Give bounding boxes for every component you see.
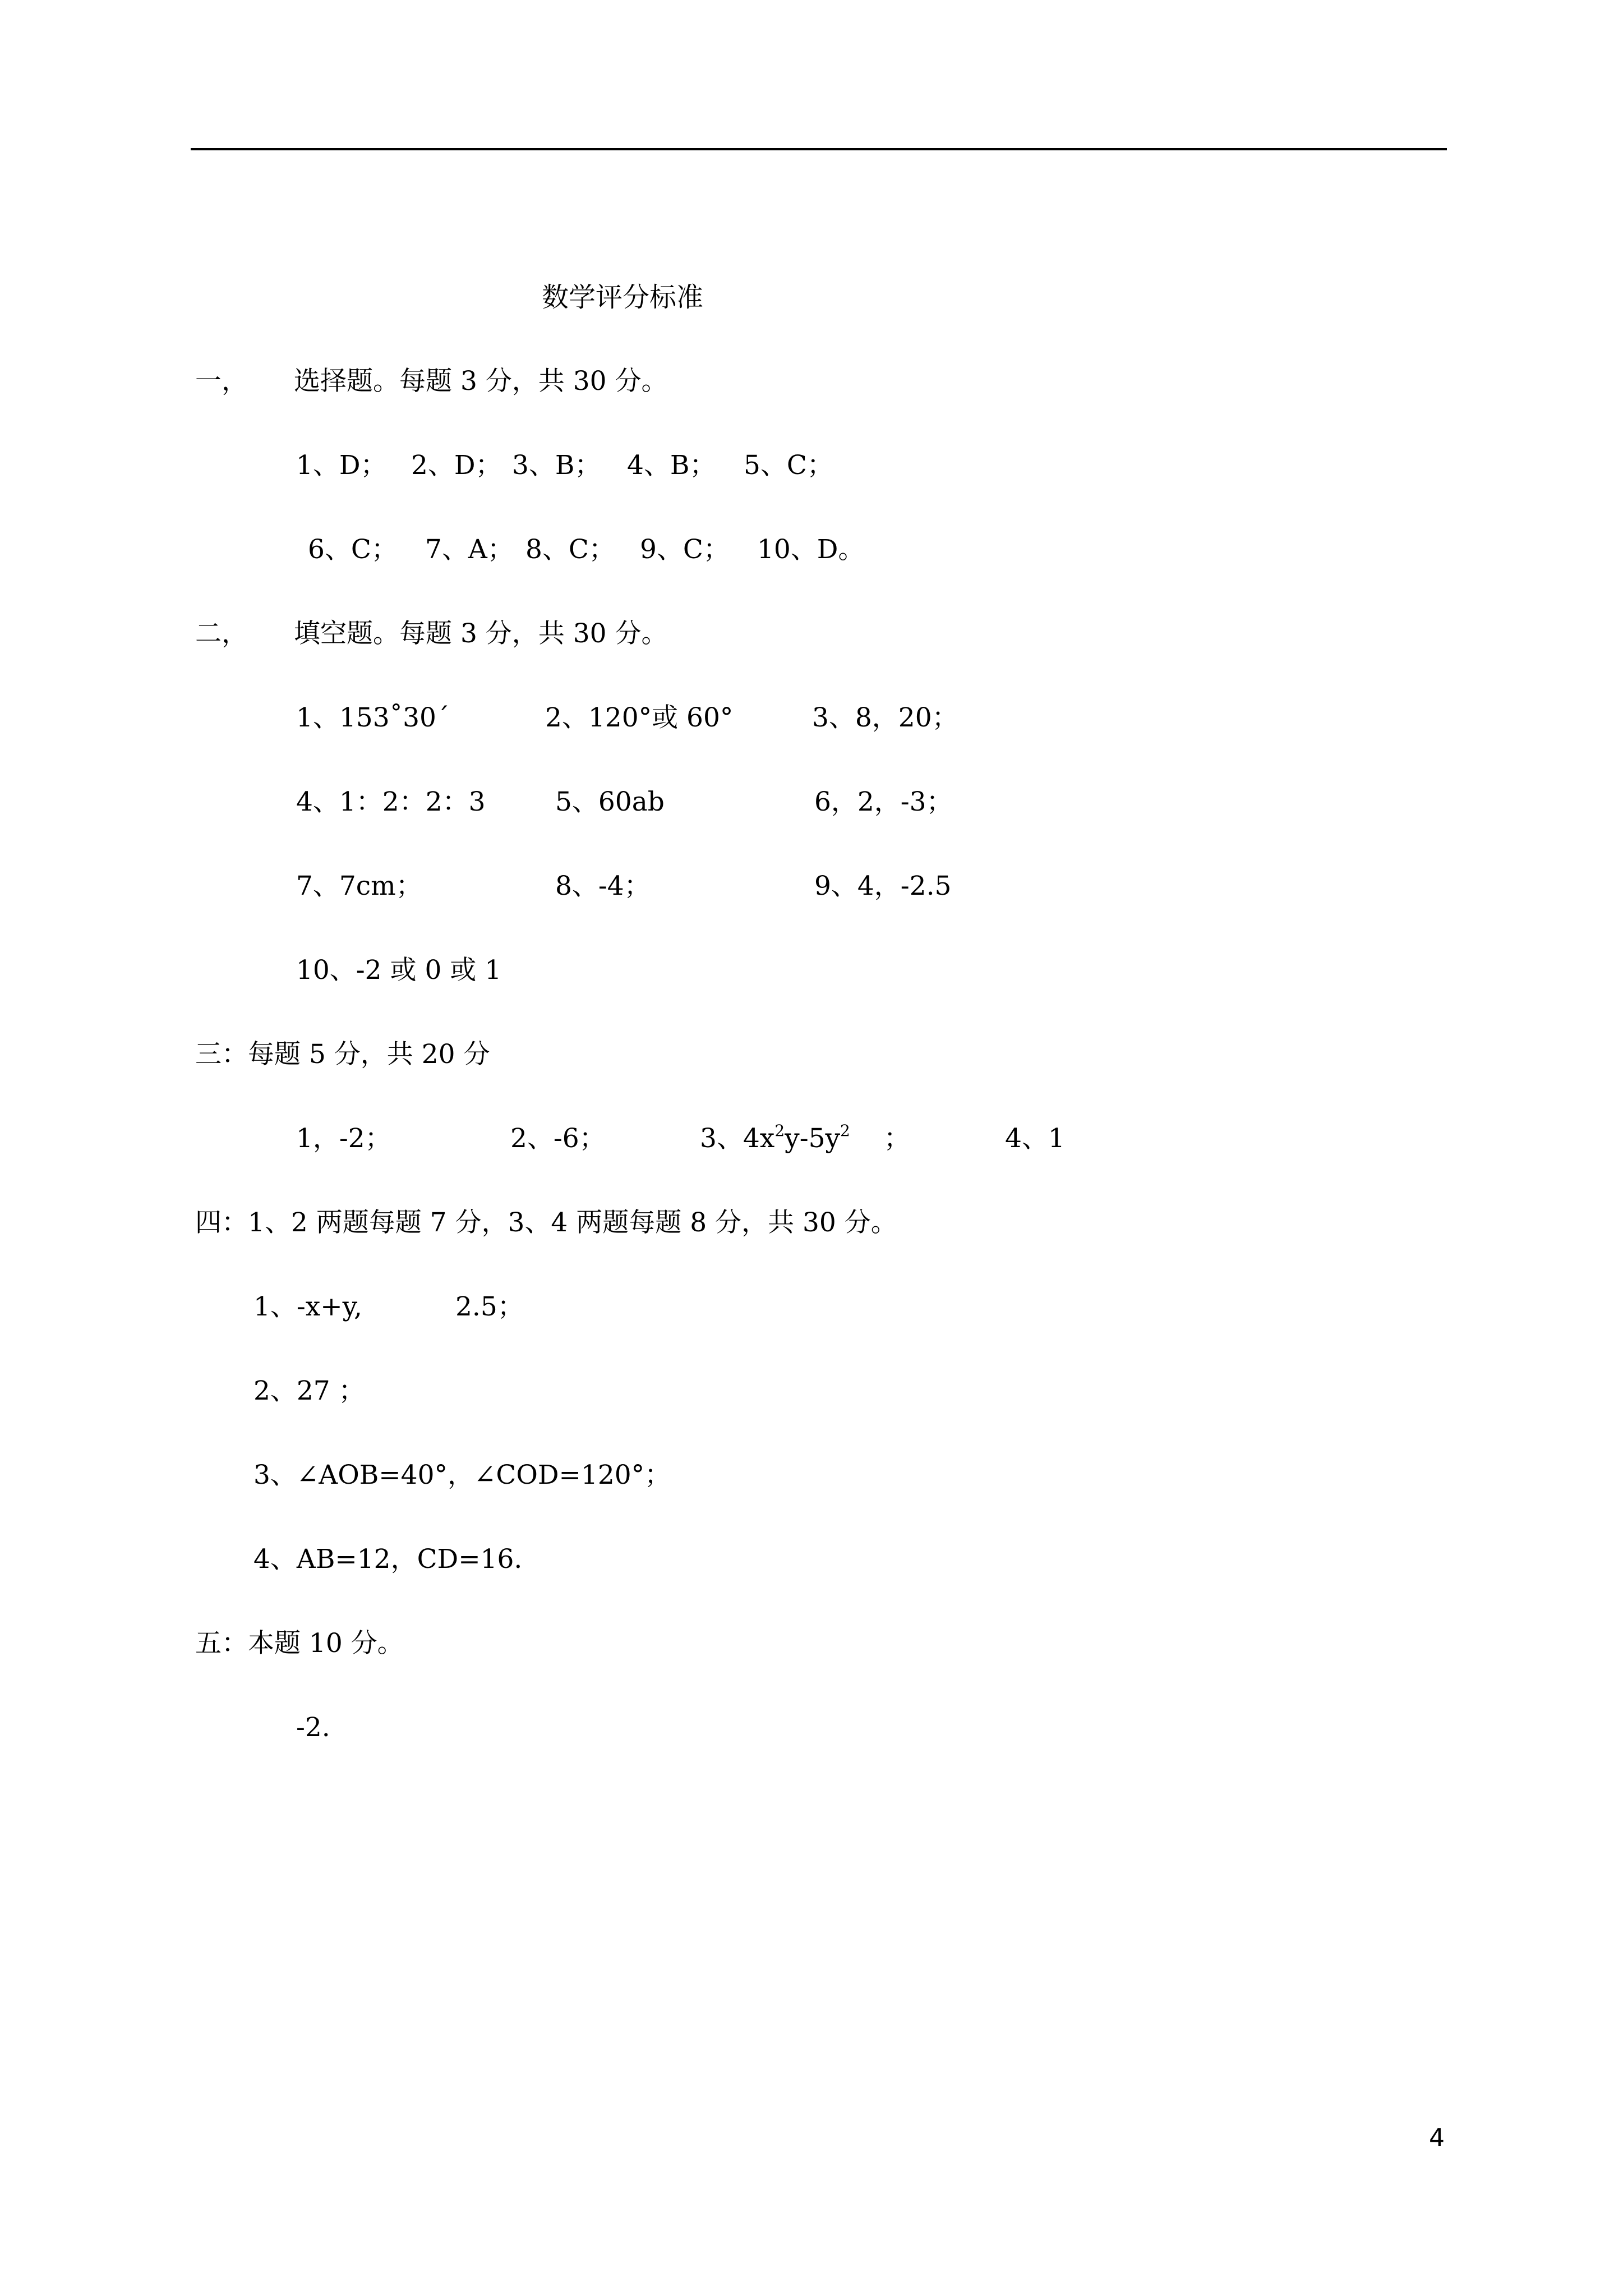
answer: 4、AB=12，CD=16.	[253, 1544, 523, 1575]
section-1-heading: 选择题。每题 3 分，共 30 分。	[294, 366, 668, 397]
section-3-heading: 三：每题 5 分，共 20 分	[195, 1039, 490, 1070]
document-title: 数学评分标准	[542, 282, 704, 313]
section-4-heading: 四：1、2 两题每题 7 分，3、4 两题每题 8 分，共 30 分。	[195, 1207, 897, 1238]
answer: -2.	[296, 1712, 330, 1743]
section-1-number: 一，	[195, 366, 248, 397]
answer: 2、27 ；	[253, 1375, 365, 1406]
answer: 8、-4；	[555, 871, 651, 901]
answer: 7、A；	[425, 534, 514, 565]
answer: 7、7cm；	[296, 871, 422, 901]
answer: 1、-x+y,	[253, 1291, 362, 1322]
answer: 6，2，-3；	[814, 786, 953, 817]
answer: 2、-6；	[510, 1123, 606, 1154]
answer: 6、C；	[308, 534, 398, 565]
answer: 5、C；	[744, 450, 833, 481]
answer-polynomial: 3、$4x^2y-5y^2$ ；	[700, 1121, 910, 1154]
answer: 4、1	[1005, 1123, 1065, 1154]
answer: 2.5；	[455, 1291, 524, 1322]
answer: 10、-2 或 0 或 1	[296, 955, 502, 986]
answer: 8、C；	[525, 534, 615, 565]
header-rule	[191, 148, 1447, 150]
answer: 2、120°或 60°	[545, 702, 734, 733]
answer: 1，-2；	[296, 1123, 391, 1154]
answer: 5、60ab	[555, 786, 665, 817]
answer: 9、C；	[640, 534, 730, 565]
section-2-number: 二，	[195, 618, 248, 649]
section-2-heading: 填空题。每题 3 分，共 30 分。	[294, 618, 668, 649]
section-5-heading: 五：本题 10 分。	[195, 1628, 404, 1659]
answer: 3、B；	[512, 450, 601, 481]
answer: 3、8，20；	[812, 702, 958, 733]
answer: 2、D；	[411, 450, 502, 481]
answer: 10、D。	[757, 534, 865, 565]
answer: 1、D；	[296, 450, 387, 481]
answer: 3、∠AOB=40°，∠COD=120°；	[253, 1460, 671, 1490]
answer: 4、B；	[627, 450, 716, 481]
answer: 4、1：2：2：3	[296, 786, 486, 817]
answer: 9、4，-2.5	[814, 871, 952, 901]
answer: 1、153˚30´	[296, 702, 450, 733]
page-number: 4	[1429, 2124, 1445, 2152]
